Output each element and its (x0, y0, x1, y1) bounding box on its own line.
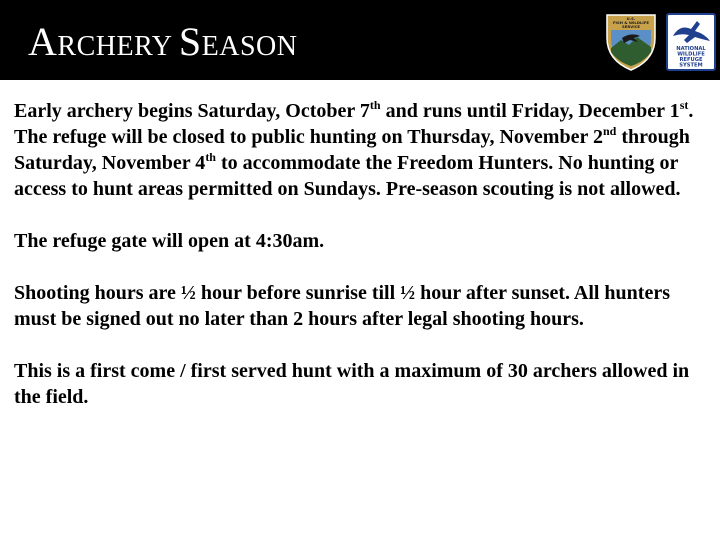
season-text-4: through Saturday, November 4 (14, 126, 690, 174)
usfws-line-3: SERVICE (622, 24, 640, 29)
nwrs-line-2: WILDLIFE (677, 51, 705, 58)
usfws-line-2: FISH & WILDLIFE (612, 20, 650, 25)
title-initial-a: A (28, 19, 58, 64)
ordinal-suffix: nd (602, 124, 617, 138)
season-text-2: and runs until Friday, December 1 (380, 100, 680, 122)
ordinal-suffix: th (369, 98, 381, 112)
season-dates-paragraph (14, 98, 704, 202)
nwrs-sign-graphic (664, 12, 718, 72)
title-part-1: RCHERY (57, 31, 179, 62)
content-body (14, 98, 704, 436)
nwrs-line-3: REFUGE (679, 57, 703, 63)
title-initial-s: S (178, 19, 202, 64)
nwrs-line-1: NATIONAL (676, 46, 706, 52)
logo-group (604, 12, 718, 72)
nwrs-line-4: SYSTEM (679, 62, 703, 69)
season-text-5: to accommodate the Freedom Hunters. No hunting or access to hunt areas permitted on Sundays. Pre-season scouting is not allowed. (14, 152, 681, 200)
season-text-3: . The refuge will be closed to public hunting on Thursday, November 2 (14, 100, 694, 148)
ordinal-suffix: th (205, 150, 216, 164)
usfws-shield-graphic (604, 12, 658, 72)
gate-hours-paragraph: The refuge gate will open at 4:30am. (14, 230, 325, 252)
title-part-2: EASON (201, 31, 298, 62)
season-text-1: Early archery begins Saturday, October 7 (14, 100, 370, 122)
usfws-line-1: U.S. (626, 16, 636, 21)
ordinal-suffix: st (679, 98, 689, 112)
page-title (28, 19, 298, 67)
usfws-shield-icon (604, 12, 658, 72)
shooting-hours-paragraph: Shooting hours are ½ hour before sunrise till ½ hour after sunset. All hunters must be signed out no later than 2 hours after legal shooting hours. (14, 282, 670, 330)
capacity-paragraph: This is a first come / first served hunt with a maximum of 30 archers allowed in the field. (14, 360, 690, 408)
blue-goose-sign-icon (664, 12, 718, 72)
header-bar (0, 0, 720, 80)
